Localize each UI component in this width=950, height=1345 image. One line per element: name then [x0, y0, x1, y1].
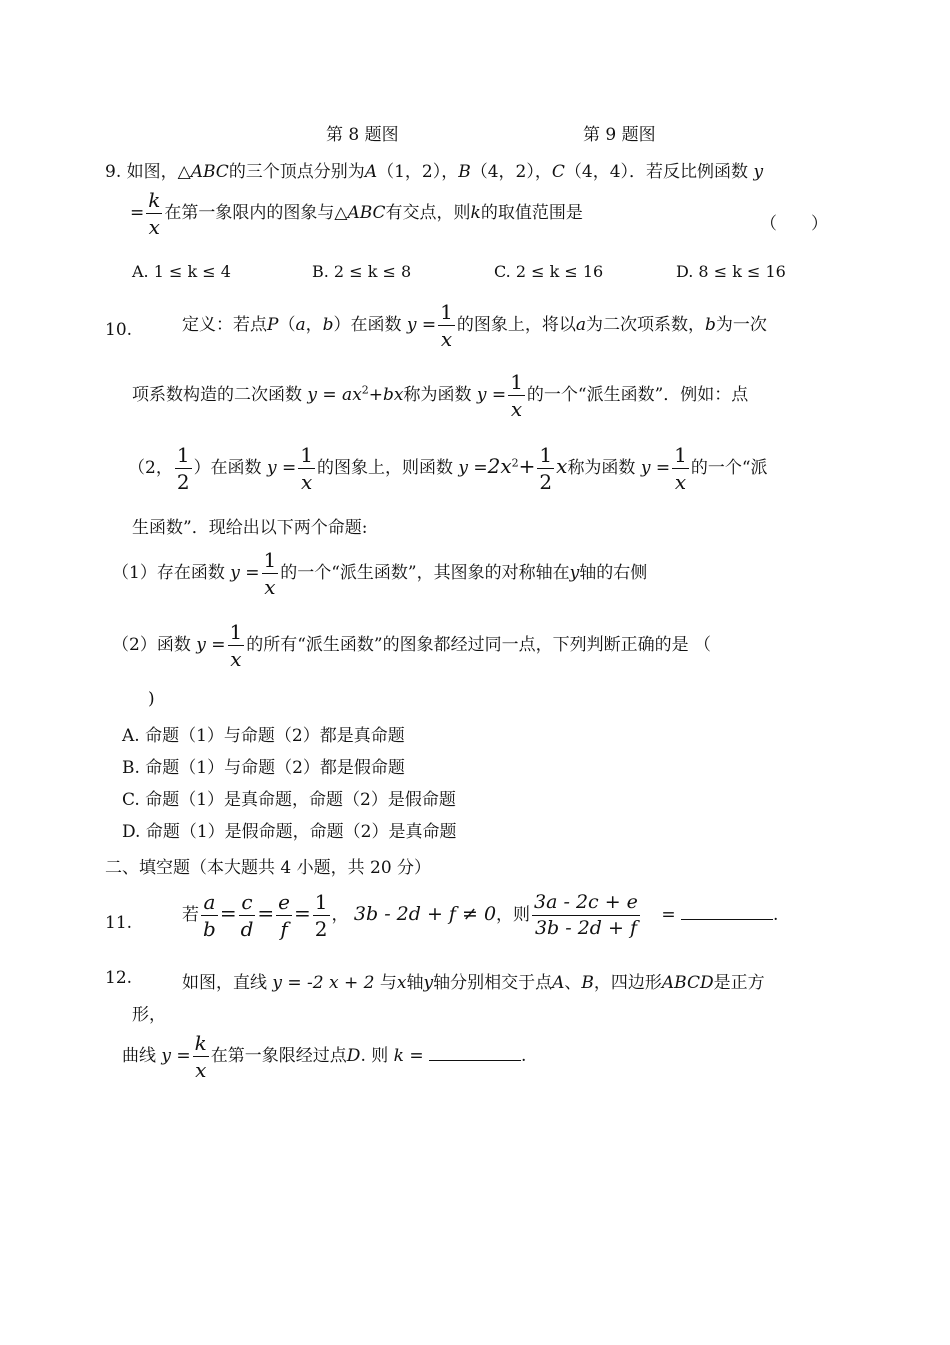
question-10-proposition-2: （2）函数 y = $\frac{1}{x}$ 的所有“派生函数”的图象都经过同一点，下列判断正确的是 （ — [112, 620, 712, 671]
question-12-line1: 如图，直线 y = -2 x + 2 与x轴y轴分别相交于点A、B，四边形ABCD是正方 — [182, 973, 765, 993]
question-10-line2: 项系数构造的二次函数 $y = ax^2+bx$称为函数 y = $\frac{1}{x}$ 的一个“派生函数”．例如：点 — [132, 370, 749, 421]
answer-blank[interactable] — [681, 905, 773, 920]
fraction-1-over-x: $\frac{1}{x}$ — [263, 548, 277, 599]
fraction-1-over-2: $\frac{1}{2}$ — [176, 443, 190, 494]
fraction-1-over-x: $\frac{1}{x}$ — [510, 370, 523, 421]
question-10-answer-paren-close: ) — [148, 689, 155, 709]
fraction-1-over-x: $\frac{1}{x}$ — [674, 443, 687, 494]
fraction-c-over-d: $\frac{c}{d}$ — [240, 890, 254, 941]
option-c[interactable]: C. 2 ≤ k ≤ 16 — [494, 262, 604, 281]
figure-8-caption: 第 8 题图 — [326, 125, 399, 145]
condition-expression: 3b - 2d + f ≠ 0 — [353, 903, 497, 925]
question-10-line3: （2， $\frac{1}{2}$ ）在函数 y = $\frac{1}{x}$ 的图象上，则函数 $y =2x^2+$ $\frac{1}{2}$ x称为函数 y = $\frac{1}{x}$ 的一个“派 — [128, 443, 768, 494]
option-a[interactable]: A. 1 ≤ k ≤ 4 — [132, 262, 231, 281]
fraction-1-over-x: $\frac{1}{x}$ — [440, 300, 453, 351]
question-12-number: 12. — [105, 968, 133, 988]
question-12-line3: 曲线 y = $\frac{k}{x}$ 在第一象限经过点D. 则 k = . — [122, 1031, 527, 1082]
fraction-1-over-x: $\frac{1}{x}$ — [229, 620, 243, 671]
figure-9-caption: 第 9 题图 — [583, 125, 656, 145]
fraction-1-over-x: $\frac{1}{x}$ — [300, 443, 313, 494]
question-12-line2: 形， — [132, 1005, 166, 1025]
question-10-option-d[interactable]: D. 命题（1）是假命题，命题（2）是真命题 — [122, 822, 457, 842]
question-10-number: 10. — [105, 320, 133, 340]
question-10-line4: 生函数”．现给出以下两个命题: — [132, 518, 368, 538]
option-b[interactable]: B. 2 ≤ k ≤ 8 — [312, 262, 412, 281]
question-9-line1: 9. 如图，△ABC的三个顶点分别为A（1，2），B（4，2），C（4，4）．若反比例函数 y — [105, 162, 764, 182]
question-11-body: 若 $\frac{a}{b}$ = $\frac{c}{d}$ = $\frac{e}{f}$ = $\frac{1}{2}$ ， 3b - 2d + f ≠ 0，则 $\frac{3a - 2c + e}{3b - 2d + f}$ = . — [182, 890, 779, 941]
fraction-k-over-x: $\frac{k}{x}$ — [194, 1031, 207, 1082]
answer-blank[interactable] — [429, 1046, 521, 1061]
question-9-answer-paren: （ ） — [760, 214, 828, 234]
question-9-line2: = $\frac{k}{x}$ 在第一象限内的图象与△ABC有交点，则k的取值范围是 — [130, 188, 583, 239]
question-10-option-a[interactable]: A. 命题（1）与命题（2）都是真命题 — [122, 726, 405, 746]
fraction-e-over-f: $\frac{e}{f}$ — [278, 890, 290, 941]
option-d[interactable]: D. 8 ≤ k ≤ 16 — [676, 262, 786, 281]
question-10-option-c[interactable]: C. 命题（1）是真命题，命题（2）是假命题 — [122, 790, 456, 810]
question-10-proposition-1: （1）存在函数 y = $\frac{1}{x}$ 的一个“派生函数”，其图象的对称轴在y轴的右侧 — [112, 548, 648, 599]
fraction-target-expression: $\frac{3a - 2c + e}{3b - 2d + f}$ — [534, 891, 638, 939]
fraction-1-over-2: $\frac{1}{2}$ — [314, 890, 328, 941]
section-2-heading: 二、填空题（本大题共 4 小题，共 20 分） — [105, 858, 432, 878]
fraction-k-over-x: $\frac{k}{x}$ — [148, 188, 161, 239]
question-10-option-b[interactable]: B. 命题（1）与命题（2）都是假命题 — [122, 758, 405, 778]
question-11-number: 11. — [105, 913, 133, 933]
fraction-a-over-b: $\frac{a}{b}$ — [203, 890, 216, 941]
question-9-options — [132, 262, 786, 281]
question-number: 9. — [105, 162, 122, 182]
fraction-1-over-2: $\frac{1}{2}$ — [539, 443, 553, 494]
question-10-line1: 定义：若点P（a，b）在函数 y = $\frac{1}{x}$ 的图象上，将以a为二次项系数，b为一次 — [182, 300, 767, 351]
